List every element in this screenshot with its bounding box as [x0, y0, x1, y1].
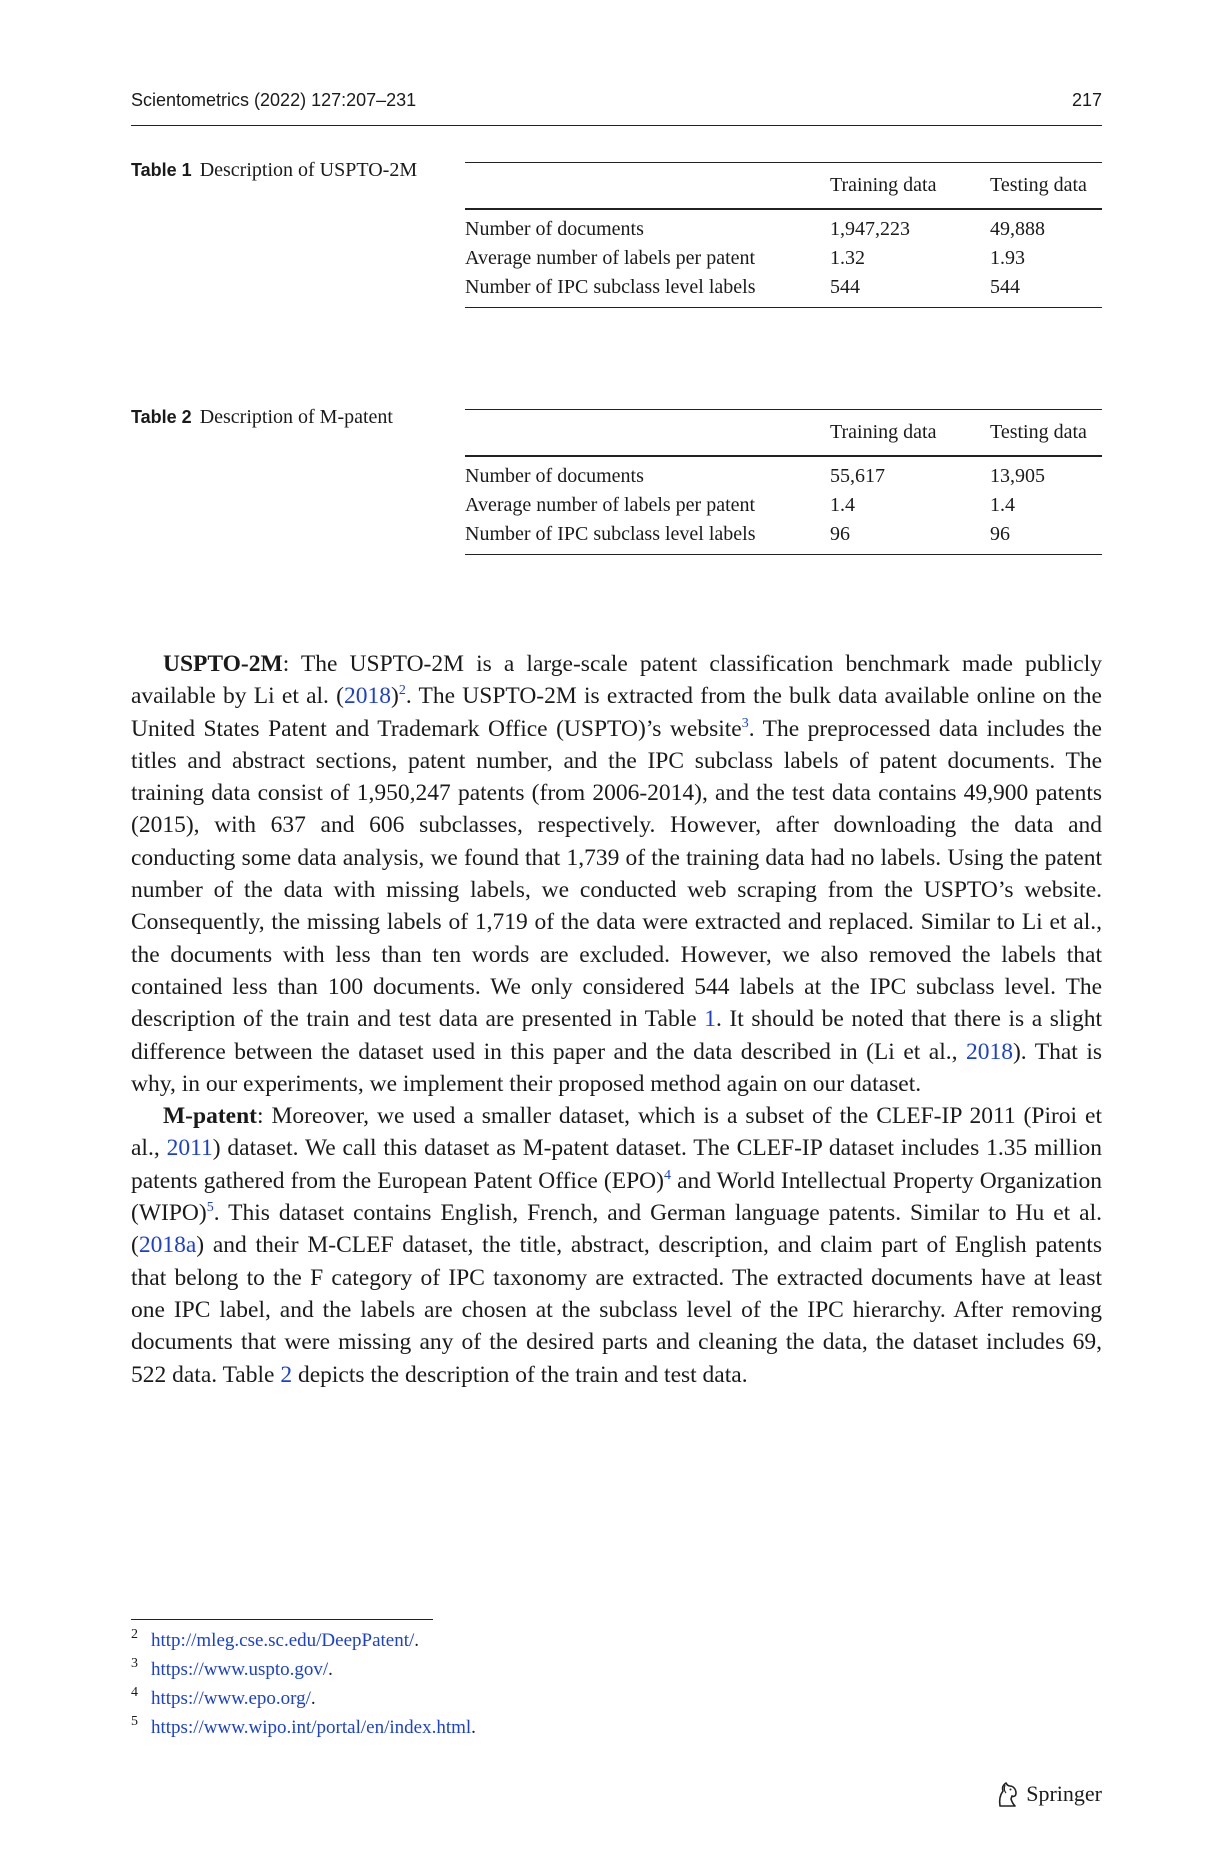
- citation-link-li-2018[interactable]: 2018: [344, 683, 391, 710]
- table-cell: 49,888: [990, 218, 1045, 240]
- table1-col-header: Testing data: [990, 163, 1102, 209]
- footnote-number: 3: [131, 1656, 138, 1671]
- table-cell: Number of documents: [465, 218, 644, 240]
- table2-label: Table 2: [131, 407, 192, 427]
- text-run: . The USPTO-2M is extracted from the bulk data available online on the United States Patent and Trademark Office (USPTO)’s website: [131, 683, 1102, 742]
- springer-logo: [994, 1778, 1102, 1810]
- table-cell: 1,947,223: [830, 218, 910, 240]
- citation-link-hu-2018a[interactable]: 2018a: [138, 1232, 197, 1259]
- footnote-link[interactable]: https://www.epo.org/: [151, 1688, 311, 1709]
- footnote-link[interactable]: http://mleg.cse.sc.edu/DeepPatent/: [151, 1630, 415, 1651]
- footnote-5: [131, 1713, 931, 1742]
- footnote-2: [131, 1626, 931, 1655]
- table1-header-row: [465, 163, 1102, 209]
- footnote-end: .: [414, 1630, 420, 1651]
- table-cell: 96: [990, 522, 1102, 555]
- footnote-ref-4[interactable]: 4: [663, 1167, 671, 1183]
- table1: [465, 162, 1102, 308]
- table2-col-header: Training data: [830, 410, 990, 456]
- table1-label: Table 1: [131, 160, 192, 180]
- page-number: 217: [1071, 90, 1102, 110]
- table-ref-2[interactable]: 2: [280, 1361, 293, 1388]
- table-cell: 13,905: [990, 465, 1045, 487]
- dataset-name-m-patent: M-patent: [163, 1103, 257, 1130]
- table1-col-header: Training data: [830, 163, 990, 209]
- footnote-4: [131, 1684, 931, 1713]
- table2-header-row: [465, 410, 1102, 456]
- running-header: [131, 90, 1102, 120]
- footnote-link[interactable]: https://www.wipo.int/portal/en/index.html: [151, 1717, 472, 1738]
- footnotes: [131, 1626, 931, 1742]
- table-cell: 55,617: [830, 465, 885, 487]
- table-row: [465, 275, 1102, 308]
- table2-col-header: Testing data: [990, 410, 1102, 456]
- footnote-ref-2[interactable]: 2: [398, 683, 406, 699]
- text-run: : Moreover, we used a smaller dataset, which is a subset of the CLEF-IP 2011 (Piroi et al.,: [131, 1103, 1102, 1162]
- text-run: : The USPTO-2M is a large-scale patent classification benchmark made publicly available by Li et al. (: [131, 651, 1102, 710]
- text-run: . This dataset contains English, French, and German language patents. Similar to Hu et al. (: [131, 1200, 1102, 1259]
- footnote-3: [131, 1655, 931, 1684]
- text-run: and World Intellectual Property Organization (WIPO): [131, 1167, 1102, 1227]
- text-run: depicts the description of the train and test data.: [292, 1361, 748, 1388]
- table-cell: Number of documents: [465, 465, 644, 487]
- table2-col-header: [465, 410, 830, 456]
- table-row: [465, 242, 1102, 275]
- dataset-name-uspto-2m: USPTO-2M: [163, 651, 283, 677]
- publisher-name: Springer: [1026, 1781, 1102, 1806]
- table-cell: 544: [990, 275, 1102, 308]
- paragraph-m-patent: [131, 1100, 1102, 1391]
- table-cell: Number of IPC subclass level labels: [465, 522, 830, 555]
- table-row: [465, 522, 1102, 555]
- table1-caption-text: Description of USPTO-2M: [199, 159, 418, 181]
- text-run: . The preprocessed data includes the titles and abstract sections, patent number, and the IPC subclass labels of patent documents. The training data consist of 1,950,247 patents (from 2006-2014), and the test data contains 49,900 patents (2015), with 637 and 606 subclasses, respectively. However, after downloading the data and conducting some data analysis, we found that 1,739 of the training data had no labels. Using the patent number of the data with missing labels, we conducted web scraping from the USPTO’s website. Consequently, the missing labels of 1,719 of the data were extracted and replaced. Similar to Li et al., the documents with less than ten words are excluded. However, we also removed the labels that contained less than 100 documents. We only considered 544 labels at the IPC subclass level. The description of the train and test data are presented in Table: [131, 715, 1102, 1033]
- table-cell: Number of IPC subclass level labels: [465, 275, 830, 308]
- table-cell: 96: [830, 522, 990, 555]
- table-cell: 544: [830, 275, 990, 308]
- footnote-rule: [131, 1619, 433, 1620]
- table-row: [465, 209, 1102, 242]
- footnote-number: 5: [131, 1714, 138, 1729]
- table-cell: 1.93: [990, 246, 1025, 269]
- footnote-end: .: [328, 1659, 333, 1680]
- text-run: ) and their M-CLEF dataset, the title, abstract, description, and claim part of English patents that belong to the F category of IPC taxonomy are extracted. The extracted documents have at least one IPC label, and the labels are chosen at the subclass level of the IPC hierarchy. After removing documents that were missing any of the desired parts and cleaning the data, the dataset includes 69, 522 data. Table: [131, 1232, 1102, 1388]
- journal-citation: Scientometrics (2022) 127:207–231: [131, 90, 417, 110]
- table-cell: 1.4: [990, 493, 1015, 516]
- table-cell: Average number of labels per patent: [465, 246, 756, 269]
- citation-link-piroi-2011[interactable]: 2011: [166, 1135, 213, 1162]
- table2: [465, 409, 1102, 555]
- table2-caption-text: Description of M-patent: [199, 406, 393, 428]
- footnote-end: .: [471, 1717, 476, 1738]
- table-row: [465, 456, 1102, 489]
- table-row: [465, 489, 1102, 522]
- citation-link-li-2018-b[interactable]: 2018: [965, 1038, 1013, 1065]
- table2-caption: [131, 404, 461, 430]
- springer-horse-icon: [994, 1780, 1020, 1808]
- body-text: [131, 648, 1102, 1391]
- footnote-end: .: [310, 1688, 316, 1709]
- footnote-ref-3[interactable]: 3: [741, 715, 749, 731]
- table-cell: 1.4: [830, 493, 855, 516]
- table1-col-header: [465, 163, 830, 209]
- text-run: . It should be noted that there is a slight difference between the dataset used in this paper and the data described in (Li et al.,: [131, 1006, 1102, 1065]
- table-cell: Average number of labels per patent: [465, 493, 756, 516]
- footnote-ref-5[interactable]: 5: [206, 1200, 214, 1216]
- header-rule: [131, 125, 1102, 126]
- footnote-link[interactable]: https://www.uspto.gov/: [151, 1659, 329, 1680]
- text-run: ) dataset. We call this dataset as M-patent dataset. The CLEF-IP dataset includes 1.35 million patents gathered from the European Patent Office (EPO): [131, 1135, 1102, 1194]
- table1-caption: [131, 157, 441, 183]
- table-cell: 1.32: [830, 246, 865, 269]
- paragraph-uspto-2m: [131, 648, 1102, 1100]
- text-run: ): [391, 683, 399, 710]
- footnote-number: 2: [131, 1627, 138, 1642]
- text-run: ). That is why, in our experiments, we implement their proposed method again on our dataset.: [131, 1038, 1102, 1097]
- table-ref-1[interactable]: 1: [704, 1006, 716, 1033]
- footnote-number: 4: [131, 1685, 138, 1700]
